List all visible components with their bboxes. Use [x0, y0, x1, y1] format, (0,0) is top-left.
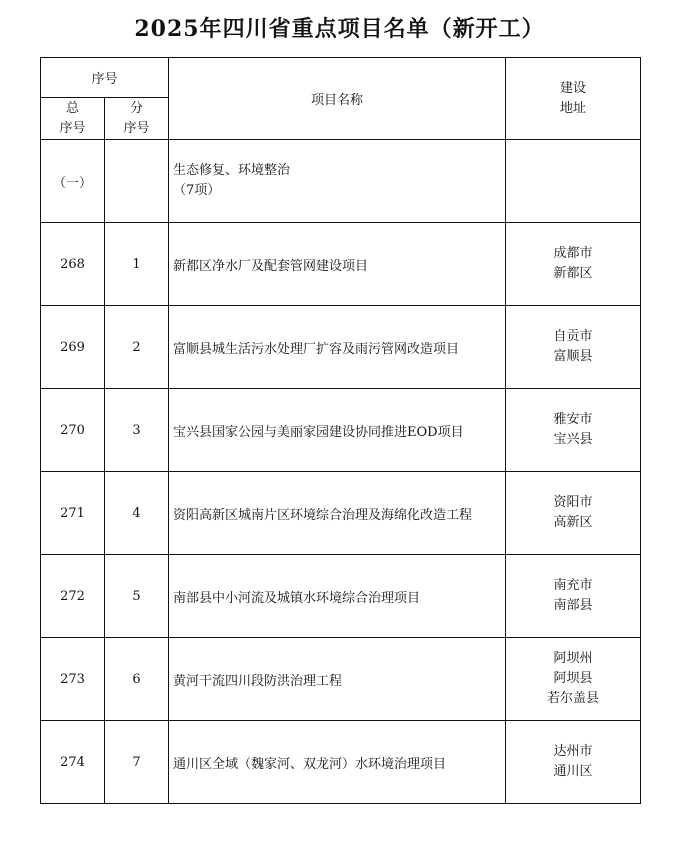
header-total-seq: 总 序号	[41, 98, 105, 140]
location-cell: 自贡市 富顺县	[506, 306, 641, 389]
sub-seq-cell: 7	[105, 721, 169, 804]
sub-seq-cell: 6	[105, 638, 169, 721]
location-cell: 资阳市 高新区	[506, 472, 641, 555]
sub-seq-cell: 3	[105, 389, 169, 472]
location-cell: 南充市 南部县	[506, 555, 641, 638]
sub-seq-cell: 1	[105, 223, 169, 306]
total-seq-cell: 272	[41, 555, 105, 638]
project-table	[40, 57, 641, 804]
project-name-cell: 宝兴县国家公园与美丽家园建设协同推进EOD项目	[169, 389, 506, 472]
location-cell: 达州市 通川区	[506, 721, 641, 804]
project-name-cell: 黄河干流四川段防洪治理工程	[169, 638, 506, 721]
total-seq-cell: 269	[41, 306, 105, 389]
sub-seq-cell: 2	[105, 306, 169, 389]
table-row	[41, 389, 641, 472]
total-seq-cell: 274	[41, 721, 105, 804]
category-row	[41, 140, 641, 223]
page-title: 2025年四川省重点项目名单（新开工）	[134, 16, 545, 42]
total-seq-cell: 271	[41, 472, 105, 555]
total-seq-cell: 268	[41, 223, 105, 306]
table-row	[41, 638, 641, 721]
project-name-cell: 资阳高新区城南片区环境综合治理及海绵化改造工程	[169, 472, 506, 555]
project-name-cell: 通川区全域（魏家河、双龙河）水环境治理项目	[169, 721, 506, 804]
table-row	[41, 555, 641, 638]
location-cell: 雅安市 宝兴县	[506, 389, 641, 472]
table-row	[41, 721, 641, 804]
category-name: 生态修复、环境整治 （7项）	[169, 140, 506, 223]
project-name-cell: 新都区净水厂及配套管网建设项目	[169, 223, 506, 306]
project-name-cell: 南部县中小河流及城镇水环境综合治理项目	[169, 555, 506, 638]
total-seq-cell: 270	[41, 389, 105, 472]
category-index: （一）	[41, 140, 105, 223]
project-name-cell: 富顺县城生活污水处理厂扩容及雨污管网改造项目	[169, 306, 506, 389]
header-seq: 序号	[41, 58, 169, 98]
header-sub-seq: 分 序号	[105, 98, 169, 140]
table-row	[41, 306, 641, 389]
location-cell: 成都市 新都区	[506, 223, 641, 306]
table-row	[41, 472, 641, 555]
total-seq-cell: 273	[41, 638, 105, 721]
location-cell: 阿坝州 阿坝县 若尔盖县	[506, 638, 641, 721]
header-project-name: 项目名称	[169, 58, 506, 140]
category-location	[506, 140, 641, 223]
sub-seq-cell: 5	[105, 555, 169, 638]
table-row	[41, 223, 641, 306]
category-sub	[105, 140, 169, 223]
header-row	[41, 58, 641, 98]
sub-seq-cell: 4	[105, 472, 169, 555]
header-location: 建设 地址	[506, 58, 641, 140]
